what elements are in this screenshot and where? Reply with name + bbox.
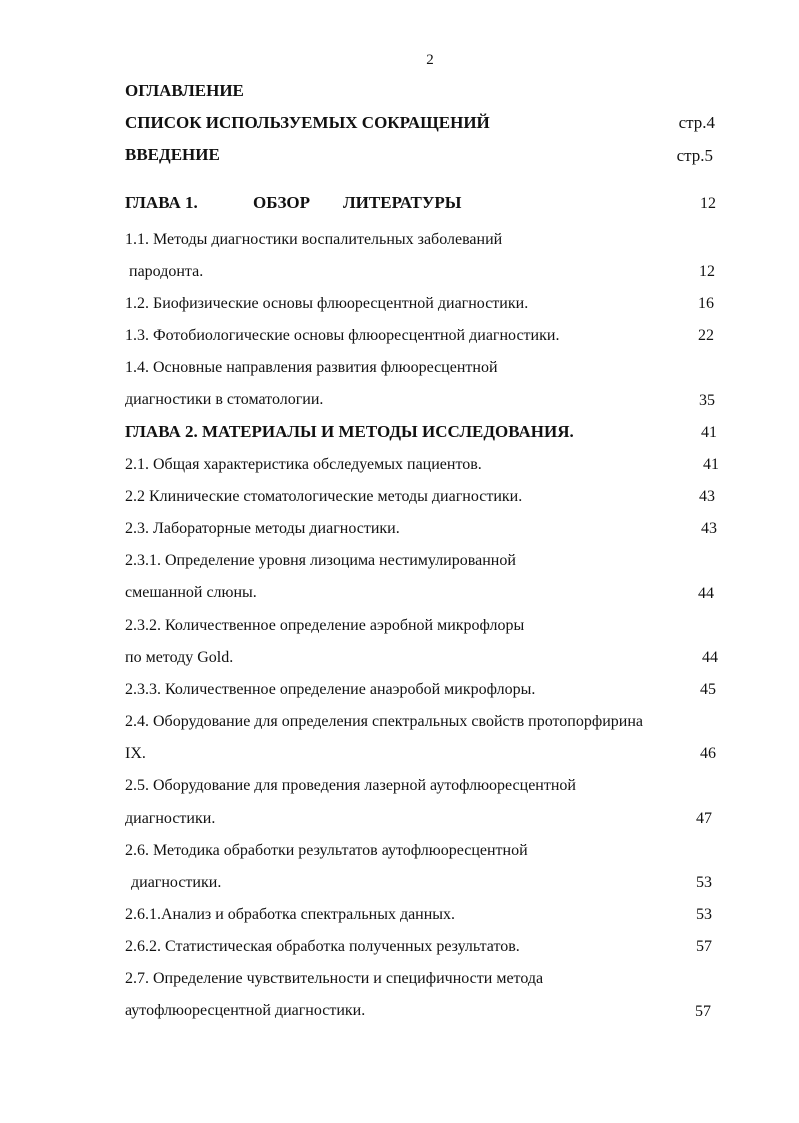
toc-entry-line: смешанной слюны.	[125, 584, 257, 601]
toc-entry-page: 41	[703, 456, 719, 473]
toc-entry-page: 22	[698, 327, 714, 344]
toc-entry-line: диагностики.	[125, 810, 216, 827]
toc-entry-page: 43	[699, 488, 715, 505]
toc-entry-line: 2.4. Оборудование для определения спектральных свойств протопорфирина	[125, 713, 643, 730]
toc-entry-page: стр.4	[678, 113, 715, 132]
toc-entry-page: 43	[701, 520, 717, 537]
toc-entry-line: 1.3. Фотобиологические основы флюоресцентной диагностики.	[125, 327, 560, 344]
page-number: 2	[426, 52, 434, 68]
toc-entry-line: 1.1. Методы диагностики воспалительных заболеваний	[125, 231, 503, 248]
toc-entry-page: 47	[696, 810, 712, 827]
toc-entry-page: 41	[701, 424, 717, 441]
toc-title: ОГЛАВЛЕНИЕ	[125, 81, 244, 100]
toc-entry-page: 53	[696, 906, 712, 923]
toc-entry-line: IX.	[125, 745, 146, 762]
toc-entry-page: 57	[696, 938, 712, 955]
toc-entry-page: 12	[700, 195, 716, 212]
toc-entry-line: 2.3. Лабораторные методы диагностики.	[125, 520, 400, 537]
toc-entry-line: 1.4. Основные направления развития флюоресцентной	[125, 359, 498, 376]
toc-entry-line: пародонта.	[129, 263, 204, 280]
toc-entry-page: 45	[700, 681, 716, 698]
toc-entry-page: 44	[702, 649, 718, 666]
toc-entry-page: 53	[696, 874, 712, 891]
toc-entry-page: стр.5	[676, 146, 713, 165]
chapter-title-word-1: ОБЗОР	[253, 193, 311, 212]
toc-entry-page: 12	[699, 263, 715, 280]
toc-entry-page: 35	[699, 392, 715, 409]
toc-entry-line: 2.3.1. Определение уровня лизоцима нестимулированной	[125, 552, 516, 569]
toc-entry-page: 44	[698, 585, 714, 602]
toc-entry-line: 2.6.1.Анализ и обработка спектральных данных.	[125, 906, 456, 923]
toc-entry-line: аутофлюоресцентной диагностики.	[125, 1002, 366, 1019]
toc-entry-line: 1.2. Биофизические основы флюоресцентной диагностики.	[125, 295, 529, 312]
toc-entry-line: 2.1. Общая характеристика обследуемых пациентов.	[125, 456, 482, 473]
toc-entry-line: диагностики в стоматологии.	[125, 391, 324, 408]
toc-entry-label: СПИСОК ИСПОЛЬЗУЕМЫХ СОКРАЩЕНИЙ	[125, 113, 490, 132]
toc-entry-line: 2.2 Клинические стоматологические методы диагностики.	[125, 488, 523, 505]
toc-entry-line: 2.5. Оборудование для проведения лазерной аутофлюоресцентной	[125, 777, 576, 794]
toc-entry-page: 16	[698, 295, 714, 312]
toc-entry-page: 57	[695, 1003, 711, 1020]
toc-entry-line: по методу Gold.	[125, 649, 234, 666]
chapter-number: ГЛАВА 1.	[125, 193, 198, 212]
toc-entry-line: 2.7. Определение чувствительности и специфичности метода	[125, 970, 544, 987]
toc-entry-page: 46	[700, 745, 716, 762]
chapter-title-word-2: ЛИТЕРАТУРЫ	[343, 193, 462, 212]
toc-entry-line: диагностики.	[131, 874, 222, 891]
toc-entry-line: 2.6. Методика обработки результатов аутофлюоресцентной	[125, 842, 528, 859]
toc-entry-line: 2.3.3. Количественное определение анаэробой микрофлоры.	[125, 681, 536, 698]
toc-entry-label: ВВЕДЕНИЕ	[125, 145, 220, 164]
chapter-title: ГЛАВА 2. МАТЕРИАЛЫ И МЕТОДЫ ИССЛЕДОВАНИЯ.	[125, 422, 574, 441]
toc-entry-line: 2.3.2. Количественное определение аэробной микрофлоры	[125, 617, 525, 634]
toc-entry-line: 2.6.2. Статистическая обработка полученных результатов.	[125, 938, 520, 955]
